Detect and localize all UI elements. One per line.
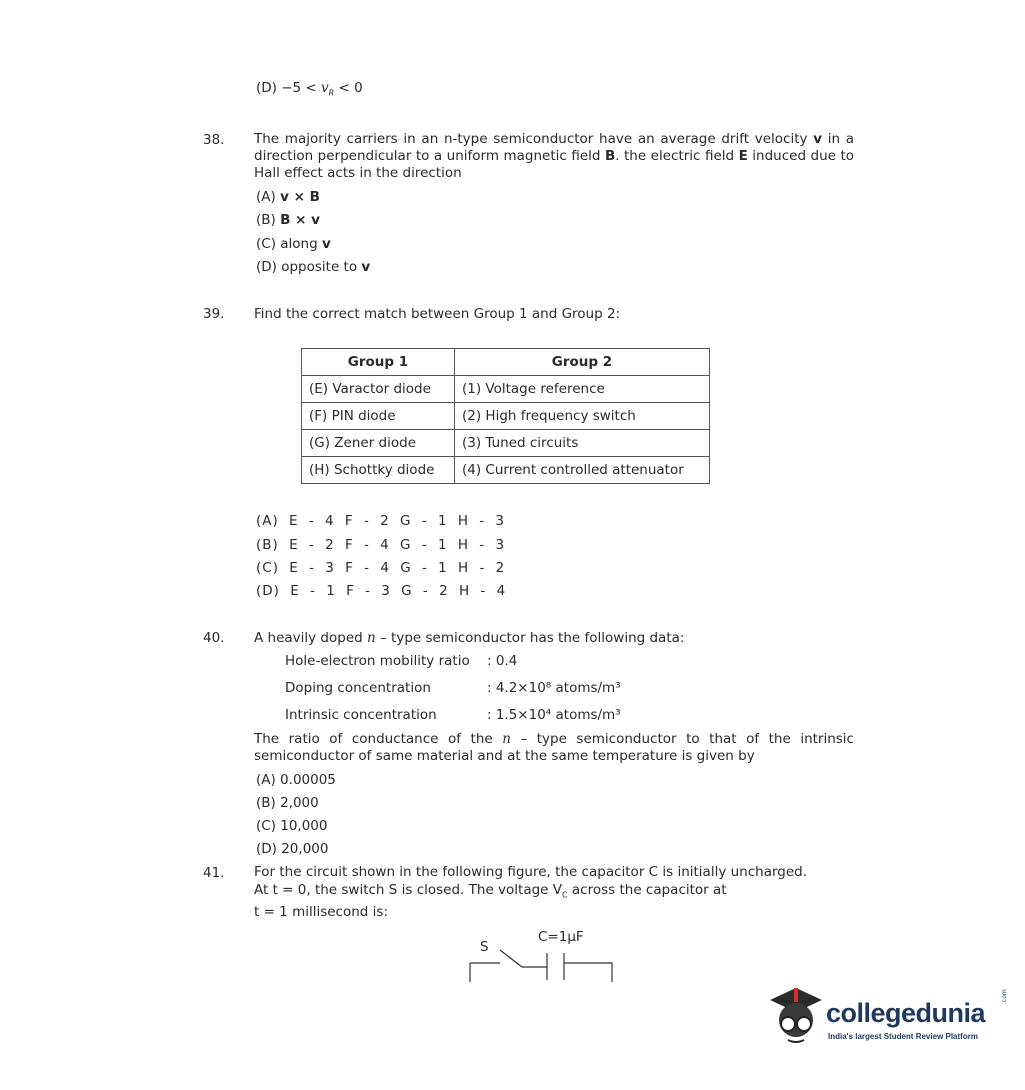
data-label: Hole-electron mobility ratio bbox=[285, 653, 470, 669]
table-cell: (3) Tuned circuits bbox=[455, 430, 710, 457]
table-cell: (H) Schottky diode bbox=[302, 457, 455, 484]
table-row bbox=[302, 376, 710, 403]
table-cell: (G) Zener diode bbox=[302, 430, 455, 457]
q40-option-c[interactable]: (C) 10,000 bbox=[256, 818, 328, 834]
logo-mascot-icon bbox=[766, 982, 826, 1054]
question-number: 38. bbox=[203, 132, 225, 148]
q37-option-d: $(D) -5 < v_R < 0$ bbox=[256, 80, 363, 98]
q39-option-c[interactable]: (C) E - 3 F - 4 G - 1 H - 2 bbox=[256, 560, 506, 576]
table-row bbox=[302, 457, 710, 484]
q40-option-b[interactable]: (B) 2,000 bbox=[256, 795, 319, 811]
table-cell: (F) PIN diode bbox=[302, 403, 455, 430]
data-value: : 4.2×10⁸ atoms/m³ bbox=[487, 680, 621, 696]
question-number: 41. bbox=[203, 865, 225, 881]
capacitor-label: C=1μF bbox=[538, 929, 584, 945]
question-text: t = 1 millisecond is: bbox=[254, 904, 388, 920]
question-text: For the circuit shown in the following figure, the capacitor C is initially uncharged. bbox=[254, 864, 808, 880]
q40-option-d[interactable]: (D) 20,000 bbox=[256, 841, 329, 857]
table-cell: (2) High frequency switch bbox=[455, 403, 710, 430]
q38-option-a[interactable]: (A) v × B bbox=[256, 189, 320, 205]
data-label: Intrinsic concentration bbox=[285, 707, 437, 723]
data-value: : 0.4 bbox=[487, 653, 518, 669]
q39-option-d[interactable]: (D) E - 1 F - 3 G - 2 H - 4 bbox=[256, 583, 507, 599]
question-number: 39. bbox=[203, 306, 225, 322]
question-text: A heavily doped n – type semiconductor has the following data: bbox=[254, 630, 685, 646]
table-row bbox=[302, 403, 710, 430]
logo-com: .com bbox=[1001, 989, 1008, 1004]
table-cell: (1) Voltage reference bbox=[455, 376, 710, 403]
q38-option-c[interactable]: (C) along v bbox=[256, 236, 331, 252]
question-text: The majority carriers in an n-type semiconductor have an average drift velocity v in a direction perpendicular to a uniform magnetic field B. the electric field E induced due to Hall effect acts in the direction bbox=[254, 131, 854, 181]
logo-text: collegedunia bbox=[826, 998, 986, 1028]
question-text: Find the correct match between Group 1 and Group 2: bbox=[254, 306, 621, 322]
circuit-diagram bbox=[460, 940, 630, 990]
data-value: : 1.5×10⁴ atoms/m³ bbox=[487, 707, 621, 723]
q39-option-b[interactable]: (B) E - 2 F - 4 G - 1 H - 3 bbox=[256, 537, 506, 553]
q38-option-d[interactable]: (D) opposite to v bbox=[256, 259, 371, 275]
question-text: The ratio of conductance of the n – type semiconductor to that of the intrinsic semiconductor of same material and at the same temperature is given by bbox=[254, 731, 854, 764]
q38-option-b[interactable]: (B) B × v bbox=[256, 212, 320, 228]
question-text: At t = 0, the switch S is closed. The voltage $V_C$ across the capacitor at bbox=[254, 882, 727, 900]
table-row bbox=[302, 430, 710, 457]
table-header-row bbox=[302, 349, 710, 376]
logo-tagline: India's largest Student Review Platform bbox=[828, 1032, 978, 1041]
table-cell: (E) Varactor diode bbox=[302, 376, 455, 403]
table-header: Group 2 bbox=[455, 349, 710, 376]
switch-label: S bbox=[480, 939, 489, 955]
match-table bbox=[301, 348, 710, 484]
question-number: 40. bbox=[203, 630, 225, 646]
q39-option-a[interactable]: (A) E - 4 F - 2 G - 1 H - 3 bbox=[256, 513, 506, 529]
data-label: Doping concentration bbox=[285, 680, 431, 696]
q40-option-a[interactable]: (A) 0.00005 bbox=[256, 772, 336, 788]
table-cell: (4) Current controlled attenuator bbox=[455, 457, 710, 484]
table-header: Group 1 bbox=[302, 349, 455, 376]
